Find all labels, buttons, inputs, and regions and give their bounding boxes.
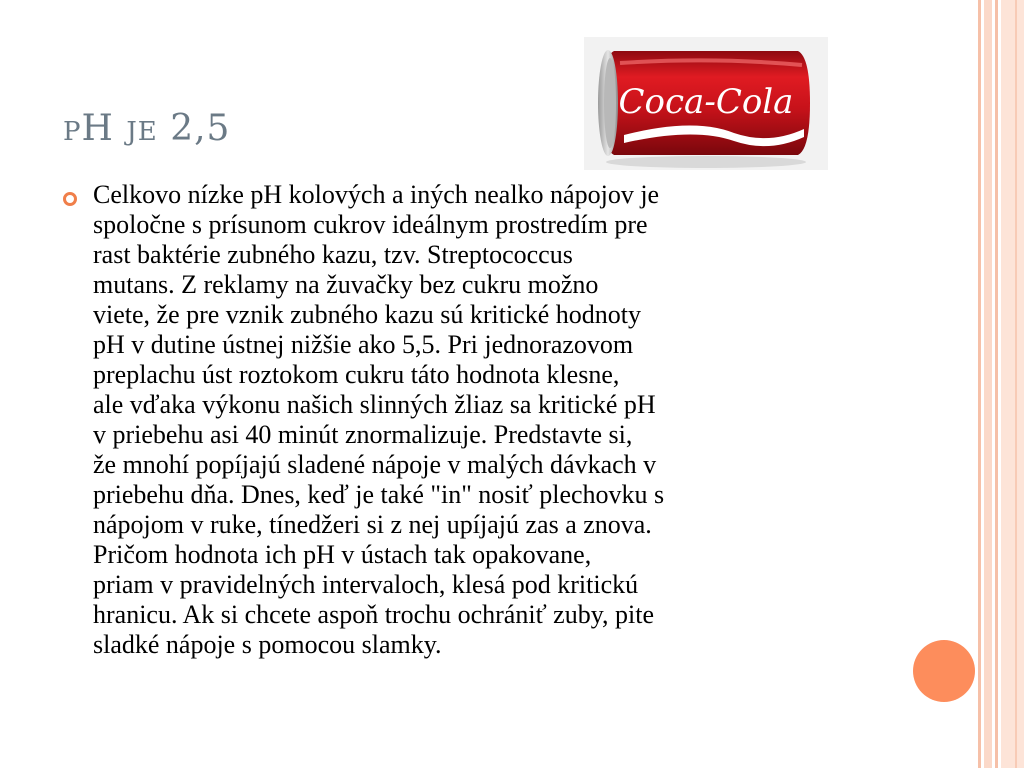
decorative-stripe bbox=[1001, 0, 1024, 768]
decorative-stripe bbox=[995, 0, 998, 768]
title-prefix: P bbox=[63, 117, 82, 147]
bullet-text: Celkovo nízke pH kolových a iných nealko nápojov je spoločne s prísunom cukrov ideálnym prostredím pre rast baktérie zubného kazu, tzv. Streptococcus mutans. Z reklamy na žuvačky bez cukru možno viete, že pre vznik zubného kazu sú kritické hodnoty pH v dutine ústnej nižšie ako 5,5. Pri jednorazovom preplachu úst roztokom cukru táto hodnota klesne, ale vďaka výkonu našich slinných žliaz sa kritické pH v priebehu asi 40 minút znormalizuje. Predstavte si, že mnohí popíjajú sladené nápoje v malých dávkach v priebehu dňa. Dnes, keď je také "in" nosiť plechovku s nápojom v ruke, tínedžeri si z nej upíjajú zas a znova. Pričom hodnota ich pH v ústach tak opakovane, priam v pravidelných intervaloch, klesá pod kritickú hranicu. Ak si chcete aspoň trochu ochrániť zuby, pite sladké nápoje s pomocou slamky. bbox=[93, 180, 665, 659]
title-je: JE bbox=[126, 117, 158, 147]
decorative-stripe bbox=[1015, 0, 1017, 768]
decorative-stripe bbox=[984, 0, 992, 768]
title-main: H bbox=[81, 108, 127, 149]
title-value: 2,5 bbox=[157, 108, 231, 149]
orange-ring-bullet-icon bbox=[62, 191, 78, 207]
bullet-list bbox=[62, 180, 892, 660]
decorative-circle bbox=[913, 640, 975, 702]
decorative-stripe bbox=[978, 0, 981, 768]
can-logo-text: Coca-Cola bbox=[618, 82, 794, 122]
coca-cola-can-image bbox=[584, 37, 828, 170]
slide-title bbox=[63, 108, 230, 149]
